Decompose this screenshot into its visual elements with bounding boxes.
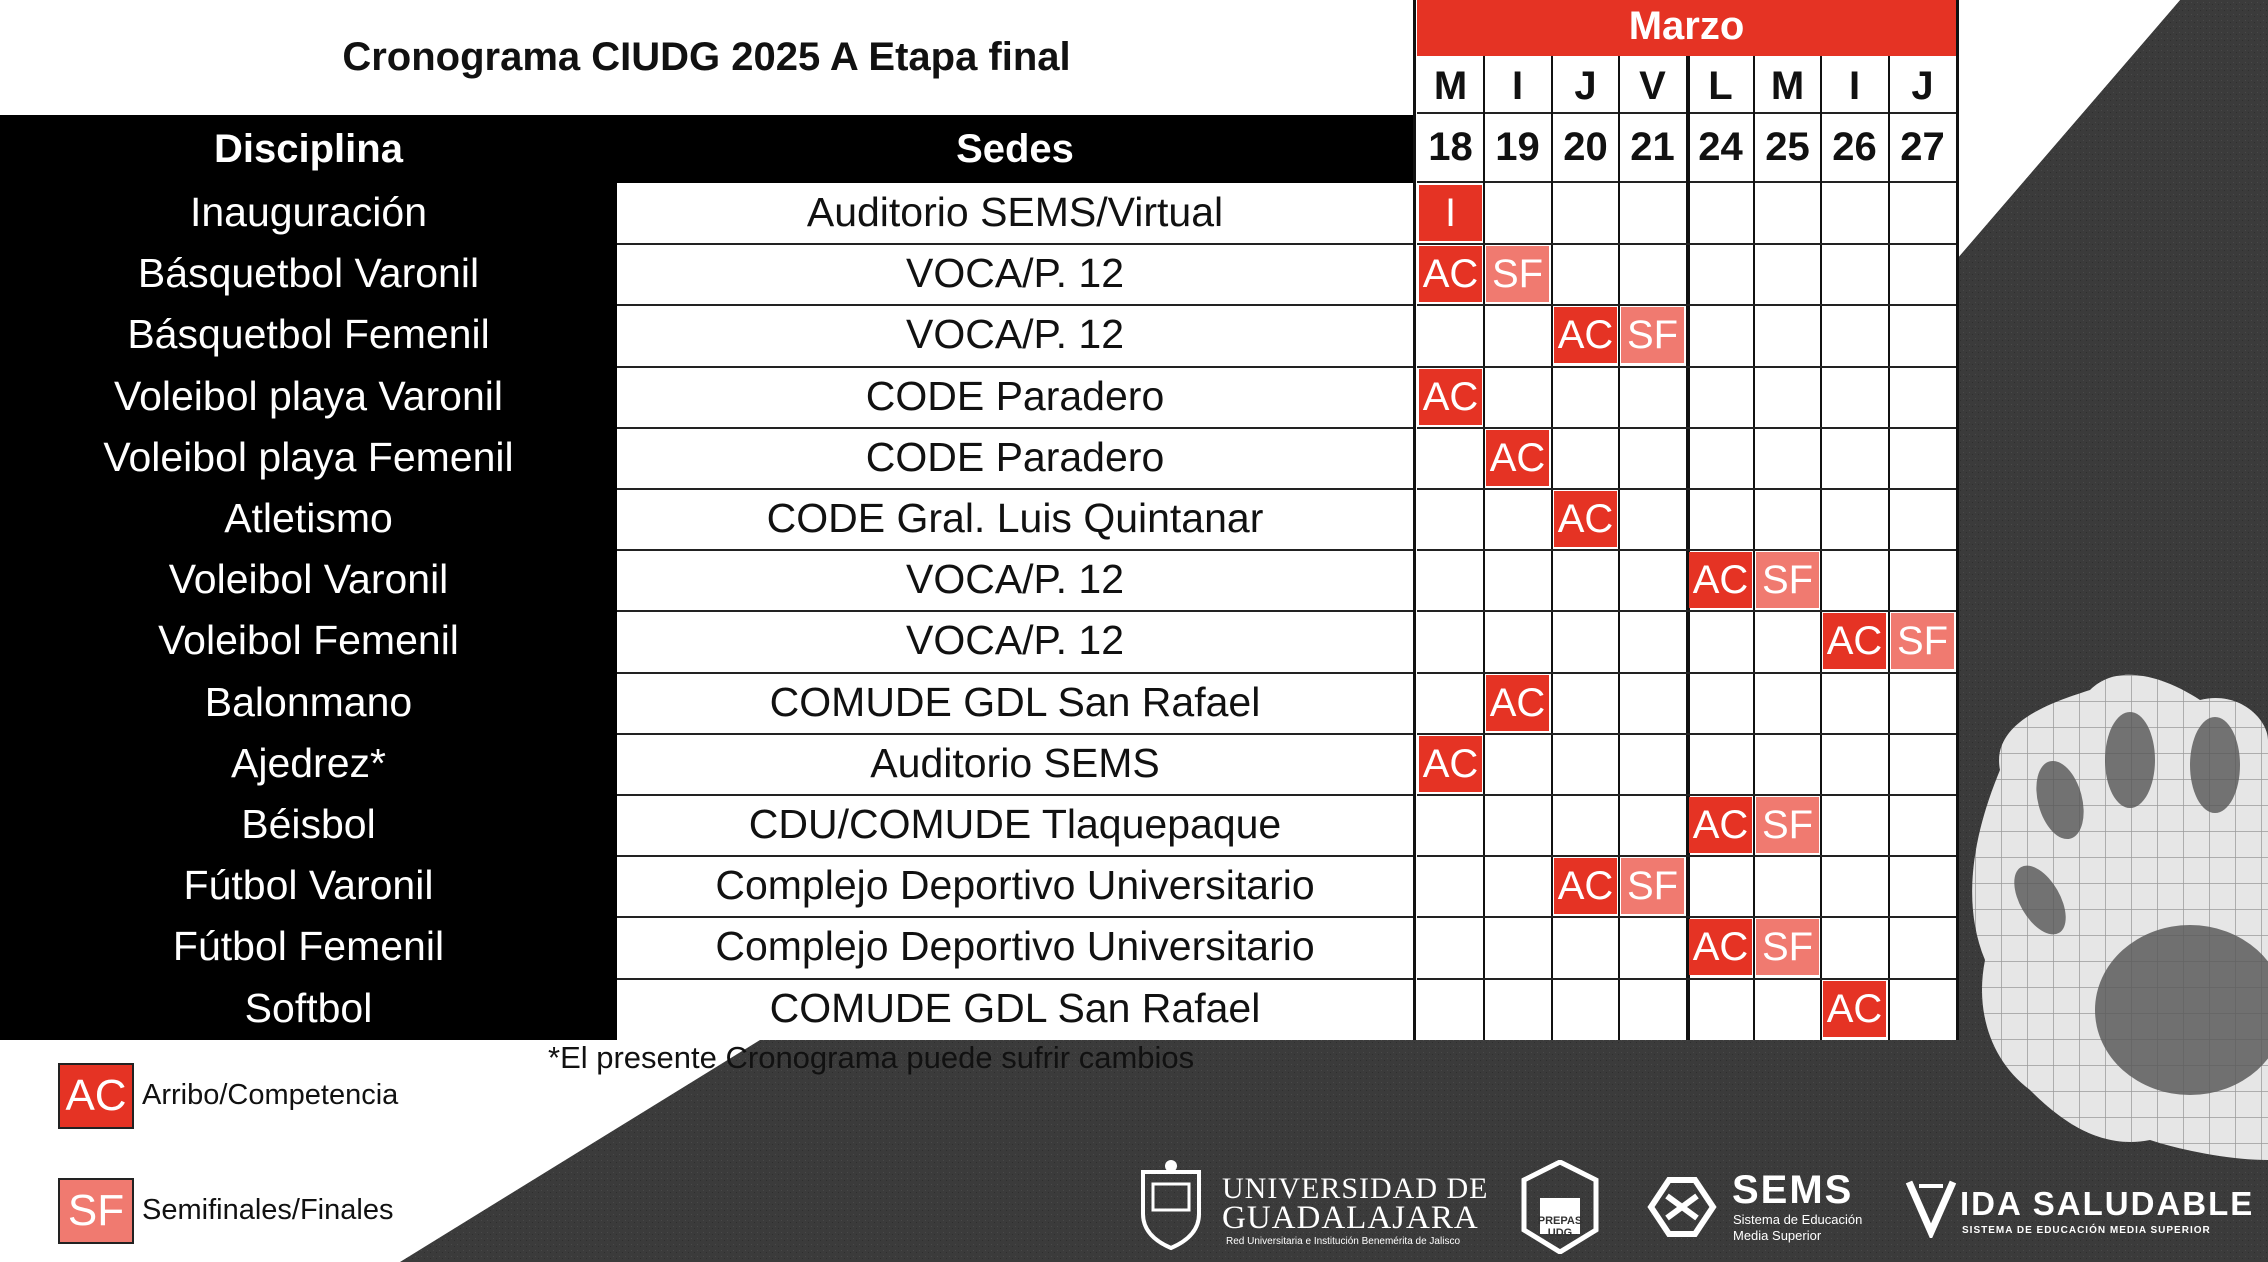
day-letter: I [1511,64,1524,108]
day-number: 24 [1698,125,1743,169]
discipline-name: Voleibol Varonil [168,556,449,602]
grid-line [1618,56,1620,1040]
discipline-name: Fútbol Femenil [172,923,445,969]
sems-logo-sub1: Sistema de Educación [1733,1212,1863,1227]
grid-line [1417,794,1956,796]
udg-logo-line3: Red Universitaria e Institución Benemérita de Jalisco [1226,1236,1460,1247]
vida-saludable-title: IDA SALUDABLE [1960,1185,2255,1222]
event-cell: AC [1419,369,1482,425]
event-cell: SF [1756,919,1819,975]
event-cell: AC [1419,246,1482,302]
venue-name: VOCA/P. 12 [905,556,1125,602]
venue-name: CODE Paradero [865,434,1165,480]
discipline-name: Voleibol Femenil [158,617,459,663]
grid-line [1417,427,1956,429]
venue-name: CODE Gral. Luis Quintanar [766,495,1264,541]
discipline-name: Softbol [244,985,373,1031]
grid-line [1417,243,1956,245]
event-cell: SF [1891,613,1954,669]
row-divider [617,733,1413,735]
month-header: Marzo [1417,0,1956,56]
venue-name: Auditorio SEMS [870,740,1160,786]
discipline-name: Béisbol [241,801,376,847]
venue-name: VOCA/P. 12 [905,311,1125,357]
sems-logo-sub2: Media Superior [1733,1228,1822,1243]
event-cell: AC [1419,736,1482,792]
row-divider [617,549,1413,551]
disclaimer-note: *El presente Cronograma puede sufrir cambios [548,1040,1195,1075]
row-divider [617,427,1413,429]
event-cell: AC [1554,307,1617,363]
venue-name: VOCA/P. 12 [905,617,1125,663]
day-letter: M [1770,64,1805,108]
row-divider [617,794,1413,796]
day-letter: V [1639,64,1666,108]
discipline-name: Voleibol playa Varonil [114,373,503,419]
vida-saludable-icon [1905,1176,1957,1238]
event-cell: AC [1486,430,1549,486]
event-cell: SF [1756,797,1819,853]
venue-name: COMUDE GDL San Rafael [769,679,1261,725]
row-divider [617,855,1413,857]
day-number: 26 [1832,125,1877,169]
event-cell: AC [1823,981,1886,1037]
day-letter: M [1433,64,1468,108]
grid-line [1417,610,1956,612]
grid-line [1888,56,1890,1040]
legend-sf-label: Semifinales/Finales [142,1194,394,1226]
row-divider [617,304,1413,306]
grid-line [1551,56,1553,1040]
venue-name: Complejo Deportivo Universitario [715,862,1315,908]
venue-name: VOCA/P. 12 [905,250,1125,296]
discipline-name: Voleibol playa Femenil [103,434,514,480]
event-cell: I [1419,185,1482,241]
prepas-udg-text: PREPAS UDG [1537,1215,1583,1239]
event-cell: AC [1554,491,1617,547]
grid-line [1417,916,1956,918]
row-divider [617,672,1413,674]
udg-logo-line2: GUADALAJARA [1222,1200,1479,1236]
event-cell: AC [1689,919,1752,975]
venue-header: Sedes [956,127,1074,171]
row-divider [617,610,1413,612]
row-divider [617,978,1413,980]
day-letter: I [1848,64,1861,108]
venue-name: Complejo Deportivo Universitario [715,923,1315,969]
grid-line [1417,733,1956,735]
event-cell: AC [1689,552,1752,608]
day-number: 25 [1765,125,1810,169]
sems-icon [1645,1174,1719,1240]
event-cell: SF [1486,246,1549,302]
discipline-name: Inauguración [189,189,428,235]
grid-line [1956,0,1959,1040]
discipline-name: Básquetbol Femenil [127,311,490,357]
grid-line [1417,366,1956,368]
event-cell: AC [1823,613,1886,669]
discipline-name: Atletismo [224,495,393,541]
row-divider [617,366,1413,368]
venue-name: CDU/COMUDE Tlaquepaque [748,801,1282,847]
legend-ac-label: Arribo/Competencia [142,1079,399,1111]
grid-line [1417,672,1956,674]
legend-ac-box: AC [58,1063,134,1129]
venue-name: Auditorio SEMS/Virtual [806,189,1224,235]
grid-line [1483,56,1485,1040]
row-divider [617,488,1413,490]
day-number: 18 [1428,125,1473,169]
venue-name: CODE Paradero [865,373,1165,419]
day-number: 27 [1900,125,1945,169]
discipline-name: Balonmano [204,679,413,725]
venue-name: COMUDE GDL San Rafael [769,985,1261,1031]
day-letter: L [1708,64,1733,108]
prepas-udg-logo [1518,1160,1602,1254]
grid-line [1417,488,1956,490]
event-cell: AC [1486,675,1549,731]
day-number: 20 [1563,125,1608,169]
grid-line [1686,56,1690,1040]
day-number: 21 [1630,125,1675,169]
discipline-header: Disciplina [214,127,403,171]
grid-line [1417,549,1956,551]
page-title: Cronograma CIUDG 2025 A Etapa final [0,0,1413,115]
udg-crest-logo [1135,1158,1207,1250]
row-divider [617,916,1413,918]
legend-sf-box: SF [58,1178,134,1244]
grid-line [1820,56,1822,1040]
grid-line [1753,56,1755,1040]
row-divider [617,243,1413,245]
discipline-name: Ajedrez* [231,740,386,786]
event-cell: SF [1621,307,1684,363]
divider [1413,0,1416,1040]
event-cell: SF [1621,858,1684,914]
udg-logo-line1: UNIVERSIDAD DE [1222,1172,1489,1205]
day-number: 19 [1495,125,1540,169]
grid-line [1417,855,1956,857]
discipline-name: Fútbol Varonil [183,862,434,908]
grid-line [1417,978,1956,980]
day-letter: J [1574,64,1597,108]
sems-logo-title: SEMS [1732,1168,1854,1212]
event-cell: AC [1554,858,1617,914]
day-letter: J [1911,64,1934,108]
event-cell: SF [1756,552,1819,608]
grid-line [1417,304,1956,306]
event-cell: AC [1689,797,1752,853]
discipline-name: Básquetbol Varonil [137,250,480,296]
vida-saludable-sub: SISTEMA DE EDUCACIÓN MEDIA SUPERIOR [1962,1225,2211,1236]
